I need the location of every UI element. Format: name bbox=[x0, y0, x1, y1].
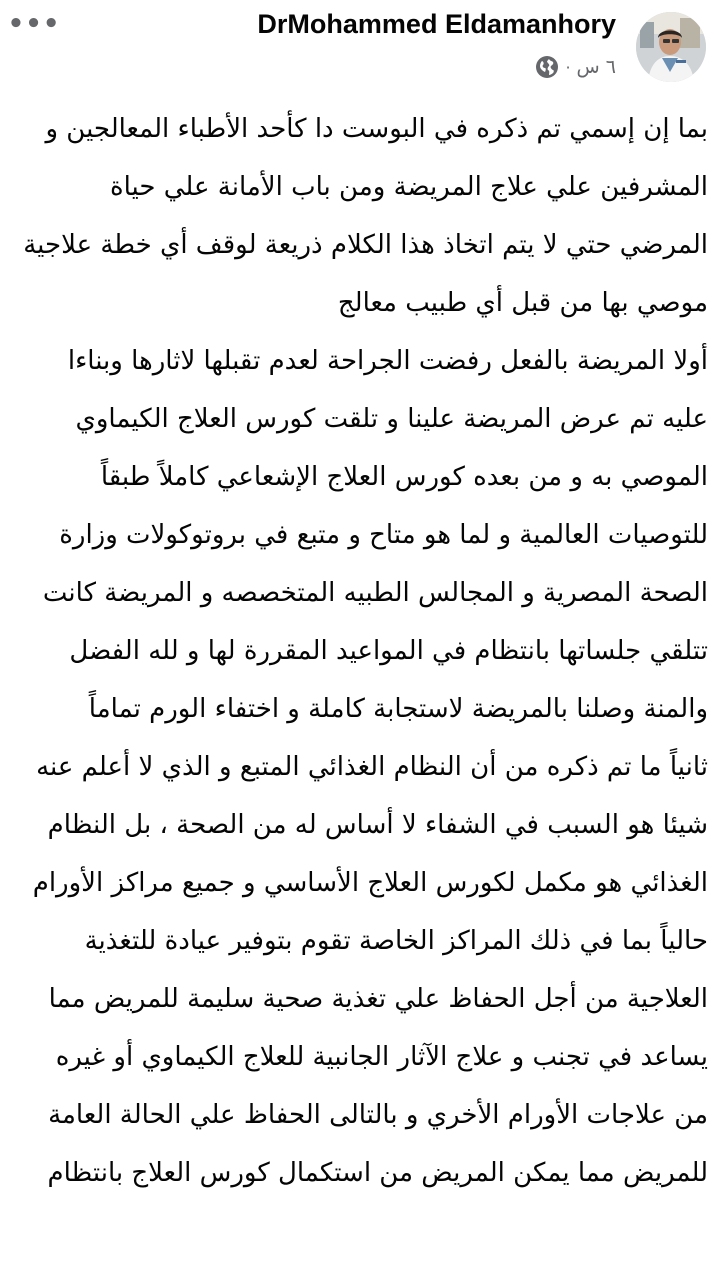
globe-icon[interactable] bbox=[535, 55, 559, 79]
avatar[interactable] bbox=[636, 12, 706, 82]
post-meta bbox=[535, 52, 616, 82]
post-timestamp[interactable]: ٦ س bbox=[576, 56, 616, 78]
post-body bbox=[18, 100, 708, 1202]
author-name[interactable]: DrMohammed Eldamanhory bbox=[257, 9, 616, 39]
post-paragraph-3: ثانياً ما تم ذكره من أن النظام الغذائي المتبع و الذي لا أعلم عنه شيئا هو السبب في الشفاء لا أساس له من الصحة ، بل النظام الغذائي هو مكمل لكورس العلاج الأساسي و جميع مراكز الأورام حالياً بما في ذلك المراكز الخاصة تقوم بتوفير عيادة للتغذية العلاجية من أجل الحفاظ علي تغذية صحية سليمة للمريض مما يساعد في تجنب و علاج الآثار الجانبية للعلاج الكيماوي أو غيره من علاجات الأورام الأخري و بالتالى الحفاظ علي الحالة العامة للمريض مما يمكن المريض من استكمال كورس العلاج بانتظام bbox=[32, 752, 708, 1188]
post-header bbox=[0, 0, 720, 100]
post-paragraph-2: أولا المريضة بالفعل رفضت الجراحة لعدم تقبلها لاثارها وبناءا عليه تم عرض المريضة علينا و تلقت كورس العلاج الكيماوي الموصي به و من بعده كورس العلاج الإشعاعي كاملاً طبقاً للتوصيات العالمية و لما هو متاح و متبع في بروتوكولات وزارة الصحة المصرية و المجالس الطبيه المتخصصه و المريضة كانت تتلقي جلساتها بانتظام في المواعيد المقررة لها و لله الفضل والمنة وصلنا بالمريضة لاستجابة كاملة و اختفاء الورم تماماً bbox=[42, 346, 708, 724]
meta-separator: · bbox=[565, 57, 571, 77]
more-options-button[interactable]: ••• bbox=[7, 9, 61, 39]
post-paragraph-1: بما إن إسمي تم ذكره في البوست دا كأحد الأطباء المعالجين و المشرفين علي علاج المريضة ومن باب الأمانة علي حياة المرضي حتي لا يتم اتخاذ هذا الكلام ذريعة لوقف أي خطة علاجية موصي بها من قبل أي طبيب معالج bbox=[23, 114, 708, 318]
